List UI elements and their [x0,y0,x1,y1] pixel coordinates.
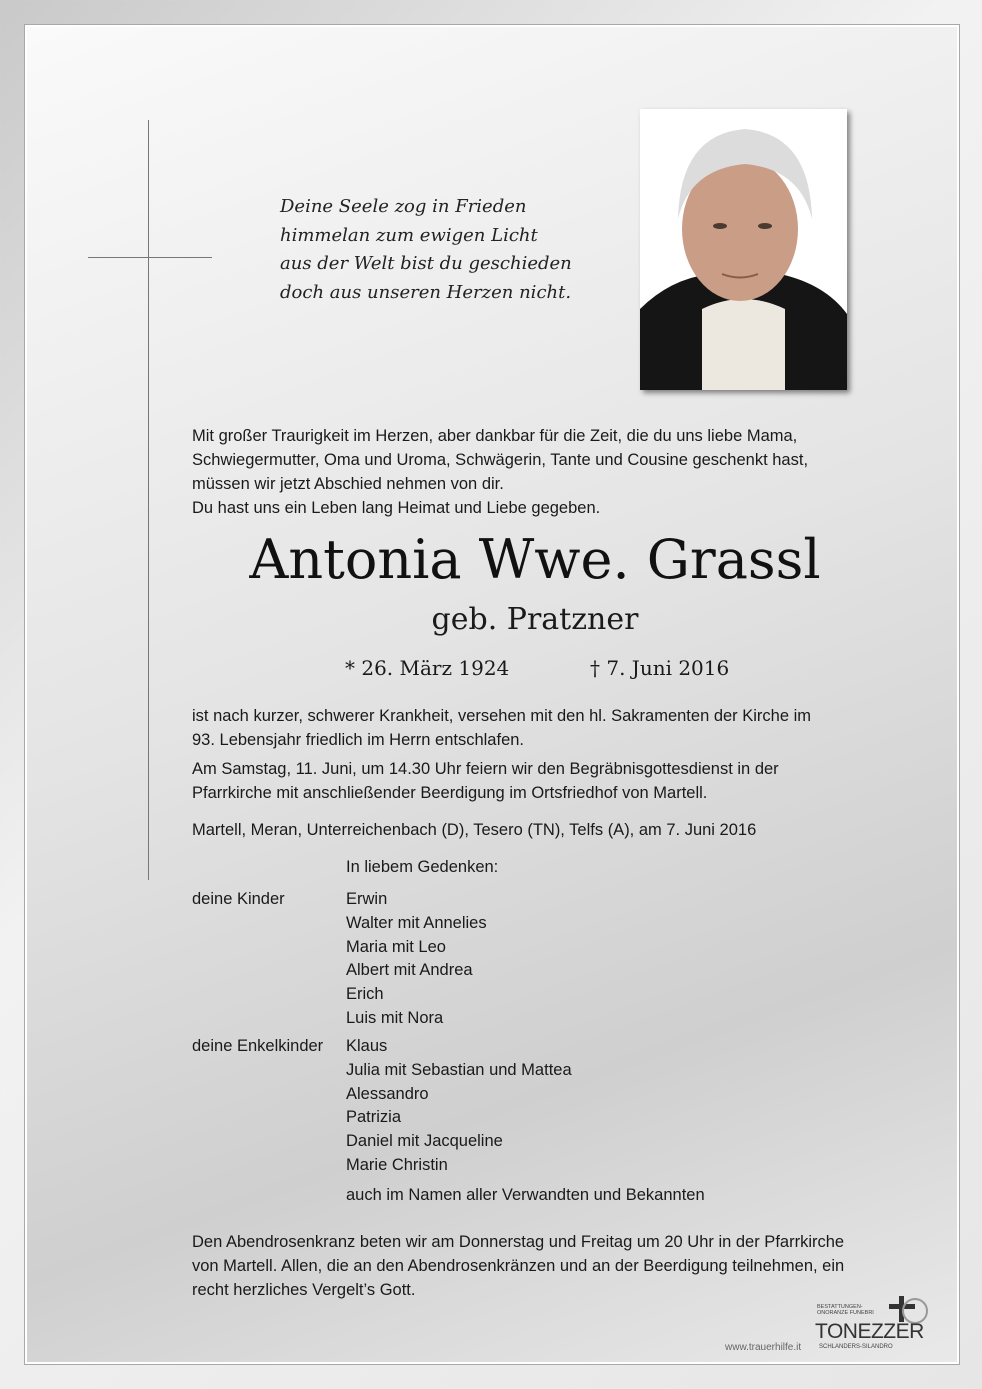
poem-line: himmelan zum ewigen Licht [280,224,538,246]
maiden-name: geb. Pratzner [431,602,639,637]
relatives-line: auch im Namen aller Verwandten und Bekannten [346,1186,705,1204]
poem-line: Deine Seele zog in Frieden [280,196,527,217]
deceased-name: Antonia Wwe. Grassl [249,528,821,591]
poem-line: aus der Welt bist du geschieden [280,253,572,274]
birth-date: * 26. März 1924 [345,656,510,680]
poem [280,193,572,307]
list-item: Alessandro [346,1084,429,1103]
text-line: Den Abendrosenkranz beten wir am Donnerstag und Freitag um 20 Uhr in der Pfarrkirche [192,1233,845,1251]
rosary-text [192,1230,844,1302]
cross-vertical [148,120,149,880]
list-item: Erich [346,985,384,1004]
list-item: Walter mit Annelies [346,913,487,932]
list-item: Julia mit Sebastian und Mattea [346,1060,572,1079]
list-item: Klaus [346,1037,388,1055]
intro-text [192,424,808,520]
list-item: Patrizia [346,1108,402,1127]
children-list [192,888,892,1031]
place-date: Martell, Meran, Unterreichenbach (D), Tesero (TN), Telfs (A), am 7. Juni 2016 [192,821,757,839]
children-label: deine Kinder [192,890,285,908]
death-date: † 7. Juni 2016 [590,656,730,680]
text-line: Mit großer Traurigkeit im Herzen, aber dankbar für die Zeit, die du uns liebe Mama, [192,427,798,445]
grandchildren-label: deine Enkelkinder [192,1037,324,1055]
text-line: Du hast uns ein Leben lang Heimat und Liebe gegeben. [192,499,601,517]
list-item: Marie Christin [346,1155,448,1174]
list-item: Albert mit Andrea [346,961,473,980]
memory-heading: In liebem Gedenken: [346,858,499,876]
funeral-text [192,757,779,805]
logo-subtitle: SCHLANDERS-SILANDRO [819,1344,893,1350]
list-item: Erwin [346,890,388,908]
text-line: von Martell. Allen, die an den Abendrosenkränzen und an der Beerdigung teilnehmen, ein [192,1257,845,1275]
tonezzer-logo [815,1296,935,1358]
text-line: ist nach kurzer, schwerer Krankheit, versehen mit den hl. Sakramenten der Kirche im [192,707,812,725]
text-line: Am Samstag, 11. Juni, um 14.30 Uhr feiern wir den Begräbnisgottesdienst in der [192,760,779,778]
passing-text [192,704,811,752]
logo-text: BESTATTUNGEN- [817,1304,863,1310]
logo-name: TONEZZER [815,1320,924,1343]
portrait-photo [640,109,847,390]
poem-line: doch aus unseren Herzen nicht. [280,281,572,303]
list-item: Luis mit Nora [346,1008,444,1027]
text-line: Pfarrkirche mit anschließender Beerdigung im Ortsfriedhof von Martell. [192,784,708,802]
grandchildren-list [192,1035,892,1178]
list-item: Maria mit Leo [346,937,446,956]
text-line: Schwiegermutter, Oma und Uroma, Schwägerin, Tante und Cousine geschenkt hast, [192,451,809,469]
text-line: recht herzliches Vergelt’s Gott. [192,1281,416,1299]
footer-url[interactable]: www.trauerhilfe.it [725,1342,802,1353]
cross-horizontal [88,257,212,258]
list-item: Daniel mit Jacqueline [346,1132,503,1151]
logo-text: ONORANZE FUNEBRI [817,1310,874,1316]
text-line: müssen wir jetzt Abschied nehmen von dir. [192,475,504,493]
text-line: 93. Lebensjahr friedlich im Herrn entschlafen. [192,731,525,749]
